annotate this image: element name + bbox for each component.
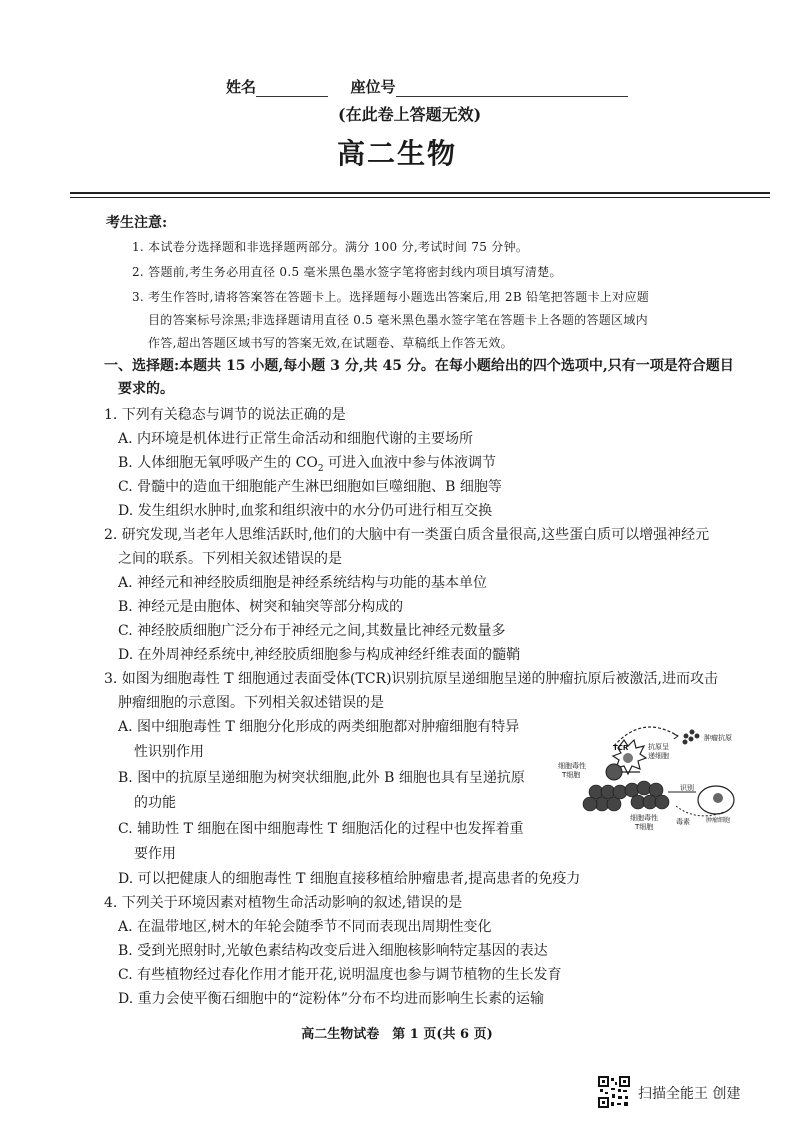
ctl-clone-group [583,781,669,811]
q2-stem-line-1: 2. 研究发现,当老年人思维活跃时,他们的大脑中有一类蛋白质含量很高,这些蛋白质可以增强神经元 [104,527,710,543]
invalid-note: (在此卷上答题无效) [338,105,482,124]
label-apc-1: 抗原呈 [648,743,669,751]
q2-option-d: D. 在外周神经系统中,神经胶质细胞参与构成神经纤维表面的髓鞘 [118,647,521,663]
q4-option-c: C. 有些植物经过春化作用才能开花,说明温度也参与调节植物的生长发育 [118,967,562,983]
q1-stem: 1. 下列有关稳态与调节的说法正确的是 [104,407,346,423]
label-ctl-2: T细胞 [562,771,581,779]
name-label: 姓名 [226,78,257,96]
seat-label: 座位号 [350,78,396,96]
label-toxin: 毒素 [676,818,690,826]
label-tumor-cell: 肿瘤细胞 [706,817,731,824]
notice-heading: 考生注意: [106,215,168,231]
notice-item-3-line-3: 作答,超出答题区域书写的答案无效,在试题卷、草稿纸上作答无效。 [148,336,513,350]
name-blank [256,96,328,97]
q1-option-d: D. 发生组织水肿时,血浆和组织液中的水分仍可进行相互交换 [118,503,493,519]
q2-option-b: B. 神经元是由胞体、树突和轴突等部分构成的 [118,599,404,615]
label-tcr: TCR [613,744,629,752]
page-title: 高二生物 [336,137,457,170]
tumor-nucleus [713,793,723,803]
header-rule [70,192,770,194]
q3-option-d: D. 可以把健康人的细胞毒性 T 细胞直接移植给肿瘤患者,提高患者的免疫力 [118,871,581,887]
scanner-watermark: 扫描全能王 创建 [638,1086,741,1102]
q4-option-a: A. 在温带地区,树木的年轮会随季节不同而表现出周期性变化 [118,919,492,935]
q3-option-c-line-2: 要作用 [134,846,176,862]
q4-option-d: D. 重力会使平衡石细胞中的“淀粉体”分布不均进而影响生长素的运输 [118,991,544,1007]
q3-stem-line-2: 肿瘤细胞的示意图。下列相关叙述错误的是 [118,695,384,711]
arrow-head [674,734,678,739]
name-seat-row [226,76,628,97]
q4-stem: 4. 下列关于环境因素对植物生命活动影响的叙述,错误的是 [104,895,463,911]
q3-option-a-line-2: 性识别作用 [134,744,204,760]
notice-item-2: 2. 答题前,考生务必用直径 0.5 毫米黑色墨水签字笔将密封线内项目填写清楚。 [132,265,562,279]
q3-option-b-line-2: 的功能 [134,795,176,811]
section-1-instructions: 一、选择题:本题共 15 小题,每小题 3 分,共 45 分。在每小题给出的四个选项中,只有一项是符合题目 [104,358,734,374]
label-recognize: 识别 [680,784,694,792]
notice-item-1: 1. 本试卷分选择题和非选择题两部分。满分 100 分,考试时间 75 分钟。 [132,240,529,254]
label-apc-2: 递细胞 [648,752,669,760]
label-tumor-antigen: 肿瘤抗原 [704,734,732,742]
q3-option-b-line-1: B. 图中的抗原呈递细胞为树突状细胞,此外 B 细胞也具有呈递抗原 [118,770,525,786]
q4-option-b: B. 受到光照射时,光敏色素结构改变后进入细胞核影响特定基因的表达 [118,943,548,959]
ctl-cell [606,764,622,780]
qr-code-icon [598,1076,630,1108]
page-footer: 高二生物试卷 第 1 页(共 6 页) [301,1027,493,1042]
q2-option-a: A. 神经元和神经胶质细胞是神经系统结构与功能的基本单位 [118,575,488,591]
apc-nucleus [623,753,633,763]
q1-option-b: B. 人体细胞无氧呼吸产生的 $CO_2$ 可进入血液中参与体液调节 [118,455,497,474]
q1-option-c: C. 骨髓中的造血干细胞能产生淋巴细胞如巨噬细胞、B 细胞等 [118,479,502,495]
notice-item-3-line-1: 3. 考生作答时,请将答案答在答题卡上。选择题每小题选出答案后,用 2B 铅笔把答题卡上对应题 [132,290,650,304]
q2-option-c: C. 神经胶质细胞广泛分布于神经元之间,其数量比神经元数量多 [118,623,506,639]
notice-item-3-line-2: 目的答案标号涂黑;非选择题请用直径 0.5 毫米黑色墨水签字笔在答题卡上各题的答题区域内 [148,313,648,327]
label-ctl2-1: 细胞毒性 [630,814,658,822]
label-ctl2-2: T细胞 [635,823,654,831]
seat-blank [396,96,628,97]
q3-stem-line-1: 3. 如图为细胞毒性 T 细胞通过表面受体(TCR)识别抗原呈递细胞呈递的肿瘤抗原后被激活,进而攻击 [104,671,719,687]
q3-option-a-line-1: A. 图中细胞毒性 T 细胞分化形成的两类细胞都对肿瘤细胞有特异 [118,719,520,735]
section-1-instructions-cont: 要求的。 [118,381,174,397]
label-ctl-1: 细胞毒性 [558,762,586,770]
header-rule-thin [70,197,770,198]
immune-diagram [556,712,752,836]
tumor-antigen-dots [683,730,700,745]
q2-stem-line-2: 之间的联系。下列相关叙述错误的是 [118,551,342,567]
q3-option-c-line-1: C. 辅助性 T 细胞在图中细胞毒性 T 细胞活化的过程中也发挥着重 [118,821,524,837]
q1-option-a: A. 内环境是机体进行正常生命活动和细胞代谢的主要场所 [118,431,474,447]
